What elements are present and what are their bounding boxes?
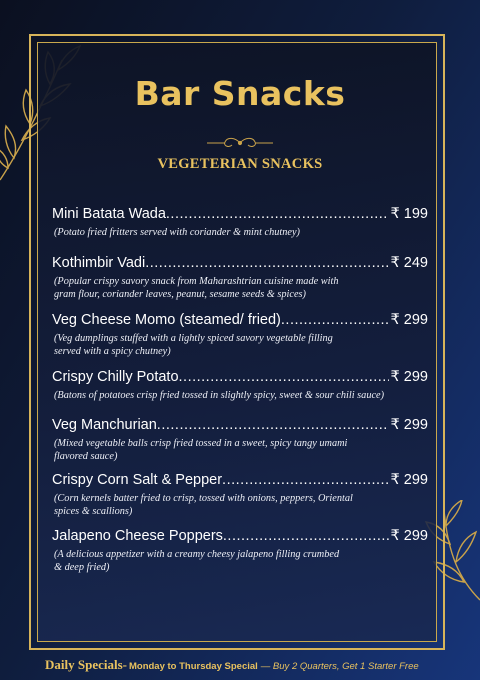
menu-item <box>52 417 428 463</box>
menu-item <box>52 369 428 403</box>
item-description: (Mixed vegetable balls crisp fried tossed in a sweet, spicy tangy umami flavored sauce) <box>54 438 348 462</box>
item-name: Crispy Corn Salt & Pepper <box>52 472 223 488</box>
leader-dots <box>145 255 388 271</box>
menu-item <box>52 528 428 574</box>
daily-specials-day: Monday to Thursday Special <box>128 661 258 672</box>
leader-dots <box>157 417 389 433</box>
item-price: ₹ 299 <box>390 417 428 433</box>
section-heading: VEGETERIAN SNACKS <box>157 156 323 172</box>
menu-item <box>52 472 428 518</box>
item-price: ₹ 299 <box>390 472 428 488</box>
menu-item <box>52 255 428 301</box>
menu-item <box>52 206 428 240</box>
item-price: ₹ 299 <box>390 369 428 385</box>
daily-specials-banner <box>45 657 419 673</box>
leader-dots <box>281 312 389 328</box>
item-price: ₹ 249 <box>390 255 428 271</box>
item-description: (Corn kernels batter fried to crisp, tossed with onions, peppers, Oriental spices & scallions) <box>54 493 353 517</box>
item-description: (Veg dumplings stuffed with a lightly spiced savory vegetable filling served with a spicy chutney) <box>54 333 333 357</box>
item-price: ₹ 299 <box>390 528 428 544</box>
item-description: (A delicious appetizer with a creamy cheesy jalapeno filling crumbed & deep fried) <box>54 549 340 573</box>
item-description: (Batons of potatoes crisp fried tossed in slightly spicy, sweet & sour chili sauce) <box>54 390 385 401</box>
item-name: Veg Cheese Momo (steamed/ fried) <box>52 312 281 328</box>
item-name: Veg Manchurian <box>52 417 157 433</box>
daily-specials-label: Daily Specials- <box>45 657 127 672</box>
item-name: Crispy Chilly Potato <box>52 369 179 385</box>
leader-dots <box>222 472 389 488</box>
item-name: Jalapeno Cheese Poppers <box>52 528 223 544</box>
page-title: Bar Snacks <box>134 74 346 113</box>
ornament-flourish-icon <box>205 136 275 150</box>
item-description: (Potato fried fritters served with coriander & mint chutney) <box>54 227 300 238</box>
daily-specials-offer: — Buy 2 Quarters, Get 1 Starter Free <box>260 661 419 672</box>
menu-item <box>52 312 428 358</box>
item-name: Mini Batata Wada <box>52 206 166 222</box>
leader-dots <box>166 206 389 222</box>
item-price: ₹ 199 <box>390 206 428 222</box>
item-price: ₹ 299 <box>390 312 428 328</box>
item-name: Kothimbir Vadi <box>52 255 146 271</box>
item-description: (Popular crispy savory snack from Maharashtrian cuisine made with gram flour, coriander leaves, peanut, sesame seeds & spices) <box>54 276 339 300</box>
leader-dots <box>223 528 389 544</box>
leader-dots <box>179 369 389 385</box>
